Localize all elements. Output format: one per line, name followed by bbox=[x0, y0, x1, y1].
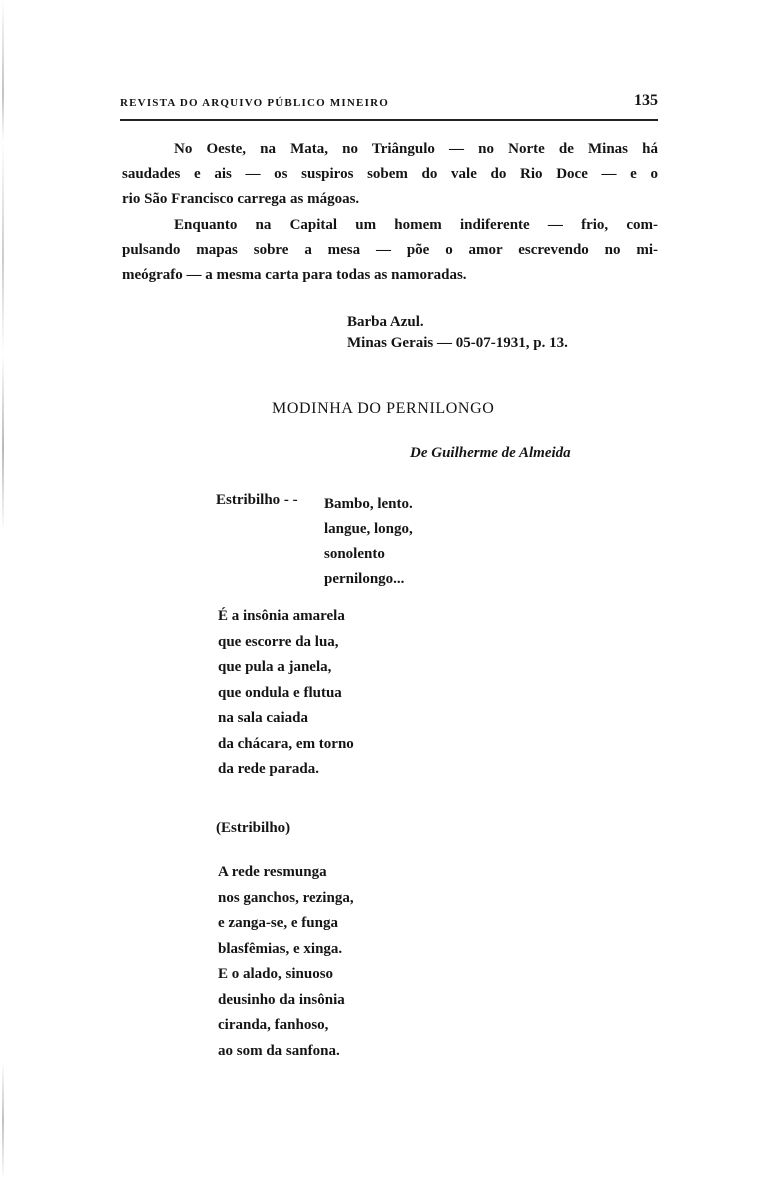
verse-line: sonolento bbox=[324, 546, 385, 562]
verse-line: ao som da sanfona. bbox=[218, 1042, 340, 1059]
verse-line: E o alado, sinuoso bbox=[218, 966, 334, 982]
verse-line: deusinho da insônia bbox=[218, 991, 345, 1008]
refrain-repeat: (Estribilho) bbox=[216, 820, 291, 836]
page-header bbox=[0, 92, 658, 114]
scan-edge-shadow bbox=[2, 0, 4, 1180]
verse-line: É a insônia amarela bbox=[218, 608, 345, 624]
refrain bbox=[324, 492, 413, 592]
verse-line: que escorre da lua, bbox=[218, 633, 339, 650]
verse-line: da chácara, em torno bbox=[218, 735, 354, 752]
poem-title: MODINHA DO PERNILONGO bbox=[272, 400, 495, 417]
verse-line: da rede parada. bbox=[218, 761, 319, 777]
verse-line: blasfêmias, e xinga. bbox=[218, 940, 343, 957]
stanza-1 bbox=[218, 604, 354, 783]
verse-line: Bambo, lento. bbox=[324, 496, 413, 512]
stanza-2 bbox=[218, 860, 354, 1064]
verse-line: que pula a janela, bbox=[218, 659, 332, 675]
paragraph-line: meógrafo — a mesma carta para todas as namoradas. bbox=[122, 267, 467, 283]
page-number: 135 bbox=[634, 92, 658, 109]
verse-line: que ondula e flutua bbox=[218, 684, 342, 701]
paragraph-line: Enquanto na Capital um homem indiferente — frio, com- bbox=[174, 217, 658, 233]
paragraph-line: rio São Francisco carrega as mágoas. bbox=[122, 191, 360, 207]
signature-source: Minas Gerais — 05-07-1931, p. 13. bbox=[347, 335, 568, 351]
verse-line: e zanga-se, e funga bbox=[218, 915, 338, 931]
paragraph-1 bbox=[122, 137, 658, 212]
paragraph-line: pulsando mapas sobre a mesa — põe o amor escrevendo no mi- bbox=[122, 242, 658, 258]
running-head: REVISTA DO ARQUIVO PÚBLICO MINEIRO bbox=[120, 97, 389, 109]
paragraph-line: No Oeste, na Mata, no Triângulo — no Norte de Minas há bbox=[174, 141, 658, 157]
paragraph-line: saudades e ais — os suspiros sobem do vale do Rio Doce — e o bbox=[122, 166, 658, 182]
paragraph-2 bbox=[122, 213, 658, 288]
verse-line: A rede resmunga bbox=[218, 864, 327, 880]
poem-author: De Guilherme de Almeida bbox=[410, 445, 571, 461]
verse-line: pernilongo... bbox=[324, 571, 405, 587]
verse-line: nos ganchos, rezinga, bbox=[218, 889, 354, 906]
header-rule bbox=[120, 119, 658, 121]
verse-line: langue, longo, bbox=[324, 521, 413, 537]
refrain-label: Estribilho - - bbox=[216, 492, 298, 508]
verse-line: na sala caiada bbox=[218, 710, 309, 726]
signature-name: Barba Azul. bbox=[347, 314, 424, 330]
verse-line: ciranda, fanhoso, bbox=[218, 1017, 329, 1033]
